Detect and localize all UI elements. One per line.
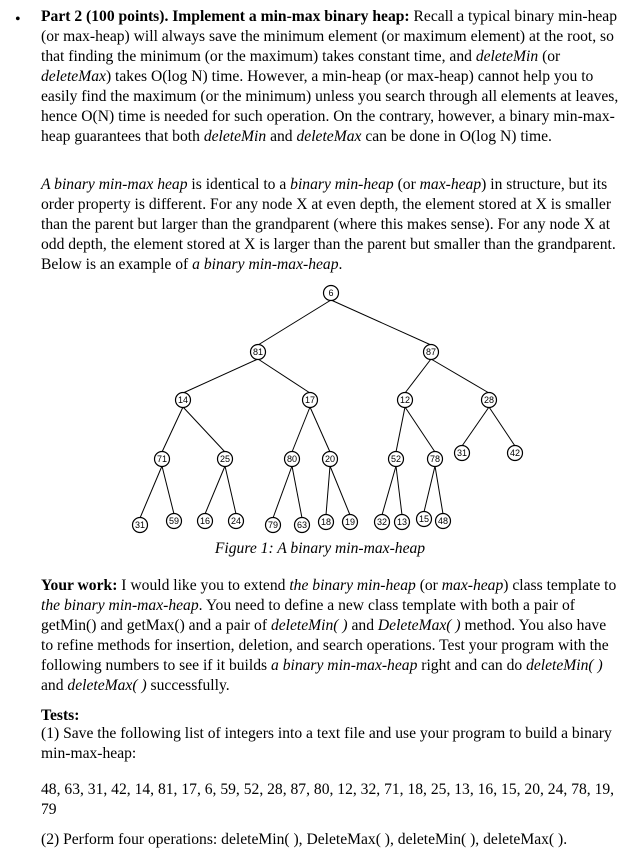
test-numbers: 48, 63, 31, 42, 14, 81, 17, 6, 59, 52, 28, 87, 80, 12, 32, 71, 18, 25, 13, 16, 15, 20, 24, 78, 19, 79 xyxy=(41,781,615,818)
text: deleteMax xyxy=(296,128,362,145)
heap-node xyxy=(375,515,390,530)
heap-node-label: 13 xyxy=(396,517,408,527)
text: deleteMin( ) xyxy=(270,617,348,634)
text: deleteMin xyxy=(475,48,539,65)
heap-node xyxy=(133,518,148,533)
tree-edge xyxy=(326,466,330,515)
text: max-heap xyxy=(419,176,482,193)
heap-node xyxy=(285,452,300,467)
tree-edge xyxy=(140,466,162,518)
tree-edge xyxy=(405,407,435,452)
text: . xyxy=(338,256,343,273)
heap-node-label: 14 xyxy=(177,395,189,405)
heap-node-label: 12 xyxy=(399,395,411,405)
text: DeleteMax( ) xyxy=(377,617,461,634)
text: is identical to a xyxy=(187,176,291,193)
heap-node xyxy=(218,452,233,467)
heap-node-label: 18 xyxy=(320,517,332,527)
heap-node xyxy=(424,345,439,360)
heap-diagram xyxy=(0,280,640,540)
heap-node-label: 19 xyxy=(344,517,356,527)
your-work-paragraph xyxy=(41,576,619,696)
tree-edge xyxy=(396,407,405,452)
tree-edge xyxy=(330,466,350,515)
heap-node-label: 63 xyxy=(296,520,308,530)
text: deleteMax( ) xyxy=(67,677,147,694)
text: I would like you to extend xyxy=(117,577,290,594)
tree-edge xyxy=(462,407,489,446)
part2-paragraph xyxy=(41,7,619,147)
text: deleteMin( ) xyxy=(526,657,603,674)
heap-node xyxy=(436,514,451,529)
heap-node-label: 28 xyxy=(483,395,495,405)
tree-edge xyxy=(258,300,331,345)
tree-edge xyxy=(292,407,310,452)
tree-edge xyxy=(273,466,292,518)
heap-node-label: 31 xyxy=(456,448,468,458)
tree-edge xyxy=(183,407,225,452)
tree-edge xyxy=(225,466,236,514)
text: and xyxy=(347,617,378,634)
tree-edge xyxy=(405,359,431,393)
heap-node-label: 52 xyxy=(390,454,402,464)
heap-node xyxy=(198,514,213,529)
heap-node-label: 48 xyxy=(437,516,449,526)
tree-edge xyxy=(183,359,258,393)
text: binary min-heap xyxy=(290,176,394,193)
text: a binary min-max-heap xyxy=(192,256,339,273)
heap-node-label: 20 xyxy=(324,454,336,464)
heap-node-label: 31 xyxy=(134,520,146,530)
heap-node xyxy=(266,518,281,533)
heap-node-label: 25 xyxy=(219,454,231,464)
heap-node xyxy=(176,393,191,408)
tree-edge xyxy=(435,466,443,514)
tree-edge xyxy=(310,407,330,452)
heap-node-label: 32 xyxy=(376,517,388,527)
text: . You need to define a new class template with both a pair of getMin() and getMax() and a pair of xyxy=(41,597,575,634)
heap-node xyxy=(417,512,432,527)
heap-node-label: 16 xyxy=(199,516,211,526)
heap-node xyxy=(323,452,338,467)
heap-node xyxy=(343,515,358,530)
heap-node-label: 81 xyxy=(252,347,264,357)
figure-caption: Figure 1: A binary min-max-heap xyxy=(214,540,426,557)
text: successfully. xyxy=(146,677,230,694)
heap-node-label: 80 xyxy=(286,454,298,464)
heap-node-label: 24 xyxy=(230,516,242,526)
heap-node xyxy=(389,452,404,467)
heap-node xyxy=(395,515,410,530)
test-1-text: (1) Save the following list of integers into a text file and use your program to build a binary min-max-heap: xyxy=(41,725,612,762)
your-work-label: Your work: xyxy=(41,577,118,594)
text: max-heap xyxy=(441,577,504,594)
text: the binary min-max-heap xyxy=(41,597,199,614)
part2-heading: Part 2 (100 points). Implement a min-max binary heap: xyxy=(41,8,410,25)
text: (or xyxy=(538,48,561,65)
text: the binary min-heap xyxy=(289,577,416,594)
text: Recall a typical binary min-heap (or max-heap) will always save the minimum element (or maximum element) at the root, so that finding the minimum (or the maximum) takes constant time, and xyxy=(41,8,618,65)
text: ) in structure, but its order property is different. For any node X at even depth, the element stored at X is smaller than the parent but larger than the grandparent (where this makes sense). For any node X at odd depth, the element stored at X is larger than the parent but smaller than the grandparent. Below is an example of xyxy=(41,176,616,273)
heap-node xyxy=(303,393,318,408)
heap-node-label: 79 xyxy=(267,520,279,530)
definition-paragraph xyxy=(41,175,619,275)
tree-edge xyxy=(489,407,515,446)
text: right and can do xyxy=(417,657,527,674)
tree-edge xyxy=(431,359,489,393)
text: A binary min-max heap xyxy=(41,176,188,193)
text: deleteMax xyxy=(41,68,106,85)
heap-node xyxy=(398,393,413,408)
heap-node-label: 42 xyxy=(509,448,521,458)
tree-edge xyxy=(292,466,302,518)
heap-node xyxy=(167,514,182,529)
tree-edge xyxy=(162,466,174,514)
text: deleteMin xyxy=(203,128,267,145)
heap-node xyxy=(324,286,339,301)
tree-edge xyxy=(205,466,225,514)
text: ) class template to xyxy=(503,577,617,594)
heap-node xyxy=(155,452,170,467)
text: method. You also have to refine methods for insertion, deletion, and search operations. Test your program with the following numbers to see if it builds xyxy=(41,617,609,674)
tree-edge xyxy=(424,466,435,512)
text: (or xyxy=(415,577,442,594)
text: can be done in O(log N) time. xyxy=(361,128,552,145)
text: and xyxy=(266,128,297,145)
tree-edge xyxy=(331,300,431,345)
text: (or xyxy=(393,176,420,193)
text: and xyxy=(41,677,68,694)
tree-edge xyxy=(382,466,396,515)
tests-heading: Tests: xyxy=(41,707,80,724)
tree-edge xyxy=(396,466,402,515)
heap-node xyxy=(455,446,470,461)
text: a binary min-max-heap xyxy=(271,657,418,674)
heap-node-label: 15 xyxy=(418,514,430,524)
text: ) takes O(log N) time. However, a min-heap (or max-heap) cannot help you to easily find the maximum (or the minimum) unless you search through all elements at leaves, hence O(N) time is needed for such operation. On the contrary, however, a binary min-max-heap guarantees that both xyxy=(41,68,619,145)
tree-edge xyxy=(162,407,183,452)
heap-node xyxy=(251,345,266,360)
heap-node-label: 78 xyxy=(429,454,441,464)
heap-node-label: 87 xyxy=(425,347,437,357)
heap-node-label: 71 xyxy=(156,454,168,464)
heap-node-label: 59 xyxy=(168,516,180,526)
heap-node-label: 17 xyxy=(304,395,316,405)
test-2-text: (2) Perform four operations: deleteMin( ), DeleteMax( ), deleteMin( ), deleteMax( ). xyxy=(41,831,568,848)
heap-node-label: 6 xyxy=(328,288,334,298)
tree-edge xyxy=(258,359,310,393)
heap-node xyxy=(295,518,310,533)
bullet-icon: • xyxy=(15,11,21,28)
heap-node xyxy=(428,452,443,467)
heap-node xyxy=(319,515,334,530)
heap-node xyxy=(508,446,523,461)
heap-node xyxy=(229,514,244,529)
heap-node xyxy=(482,393,497,408)
